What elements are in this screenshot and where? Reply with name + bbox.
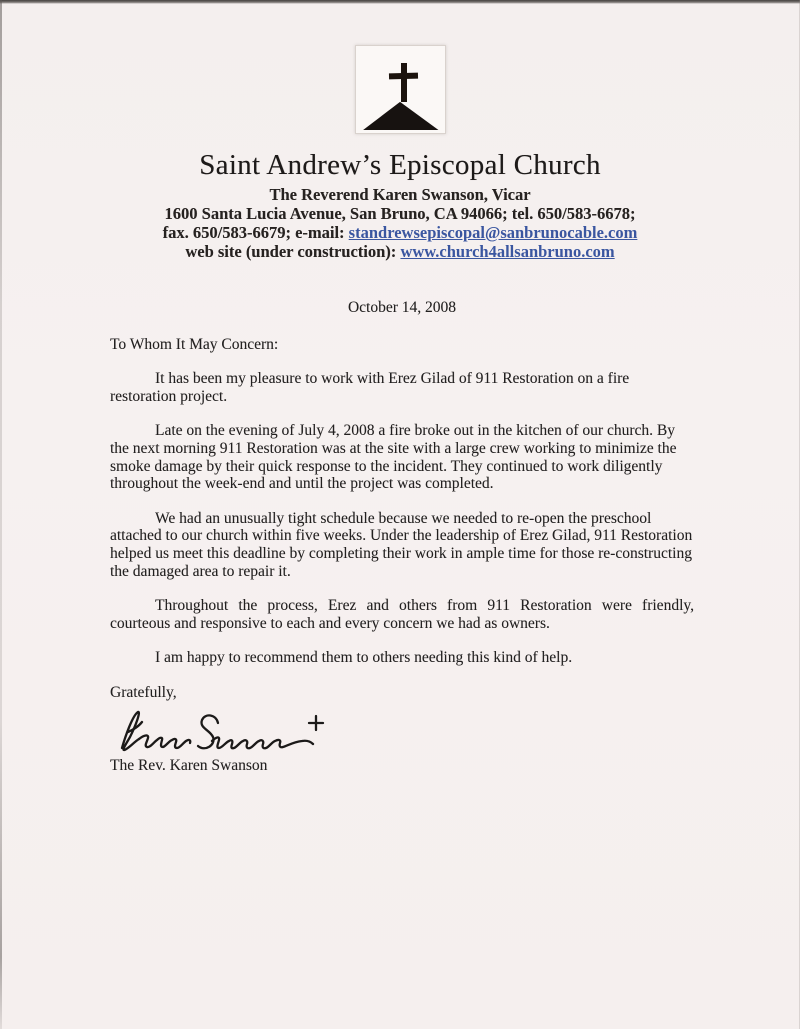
- handwritten-signature: [112, 704, 694, 756]
- letter-body: [110, 299, 694, 774]
- church-logo-photo: [359, 49, 442, 130]
- paragraph-4: Throughout the process, Erez and others from 911 Restoration were friendly, courteous and responsive to each and every concern we had as owners.: [110, 597, 694, 632]
- fax-email-line: [0, 223, 800, 242]
- vicar-line: The Reverend Karen Swanson, Vicar: [269, 185, 531, 204]
- email-link[interactable]: standrewsepiscopal@sanbrunocable.com: [348, 223, 638, 242]
- closing: Gratefully,: [110, 683, 177, 701]
- cross-icon: [401, 63, 408, 103]
- website-link[interactable]: www.church4allsanbruno.com: [400, 242, 615, 261]
- scan-artifact-left-edge: [0, 0, 2, 1029]
- salutation: To Whom It May Concern:: [110, 335, 279, 353]
- scan-artifact-top-edge: [0, 0, 800, 4]
- paragraph-2: Late on the evening of July 4, 2008 a fire broke out in the kitchen of our church. By the next morning 911 Restoration was at the site with a large crew working to minimize the smoke damage by their quick response to the incident. They continued to work diligently throughout the week-end and until the project was completed.: [110, 422, 677, 493]
- website-line: [0, 242, 800, 261]
- paragraph-5: I am happy to recommend them to others needing this kind of help.: [155, 649, 573, 667]
- church-logo-frame: [355, 45, 446, 134]
- letterhead: [0, 0, 800, 261]
- fax-email-prefix: fax. 650/583-6679; e-mail:: [162, 223, 349, 242]
- church-name-title: Saint Andrew’s Episcopal Church: [199, 149, 601, 181]
- website-prefix: web site (under construction):: [185, 242, 401, 261]
- cross-icon-arm: [389, 73, 418, 80]
- paragraph-1: It has been my pleasure to work with Erez Gilad of 911 Restoration on a fire restoration project.: [110, 370, 630, 405]
- paragraph-3: We had an unusually tight schedule because we needed to re-open the preschool attached to our church within five weeks. Under the leadership of Erez Gilad, 911 Restoration helped us meet this deadline by completing their work in ample time for those re-constructing the damaged area to repair it.: [110, 509, 693, 580]
- typed-signature-name: The Rev. Karen Swanson: [110, 756, 268, 774]
- church-roof-silhouette: [362, 102, 440, 130]
- letter-date: October 14, 2008: [347, 299, 457, 316]
- address-phone-line: 1600 Santa Lucia Avenue, San Bruno, CA 94066; tel. 650/583-6678;: [164, 204, 636, 223]
